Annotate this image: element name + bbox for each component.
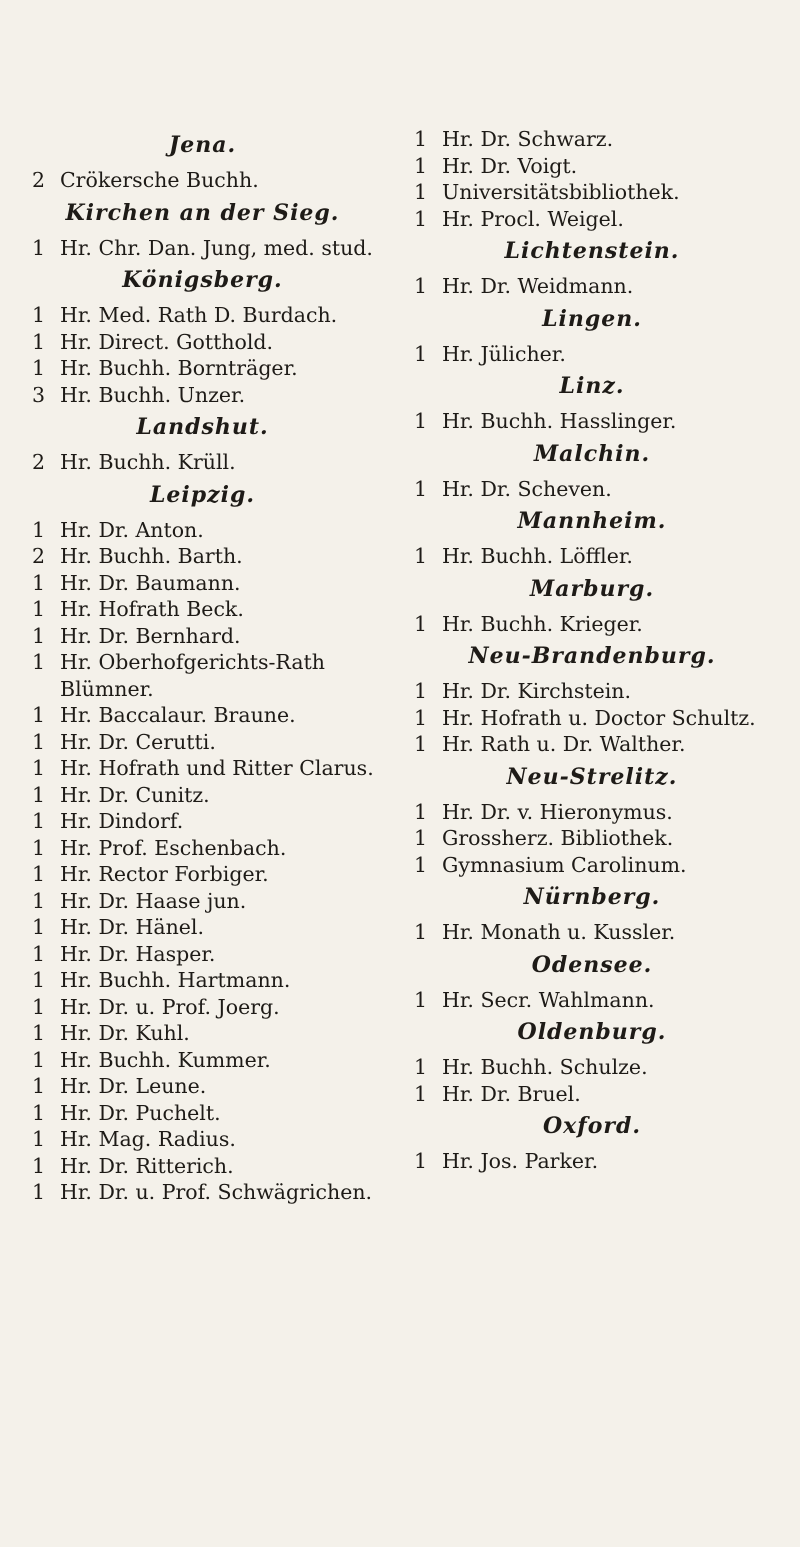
subscriber-name: Hr. Buchh. Löffler. [442, 544, 633, 568]
subscriber-entry [412, 273, 772, 300]
subscriber-name: Crökersche Buchh. [60, 168, 259, 192]
copy-count: 1 [414, 274, 428, 298]
subscriber-entry [30, 167, 375, 194]
place-heading-oldenburg: Oldenburg. [517, 1019, 667, 1045]
copy-count: 1 [32, 1047, 46, 1072]
copy-count: 1 [32, 888, 46, 913]
subscriber-name: Hr. Dr. Bernhard. [60, 623, 241, 648]
subscriber-name: Hr. Secr. Wahlmann. [442, 987, 655, 1012]
subscriber-entry [30, 1100, 375, 1127]
copy-count: 1 [32, 994, 46, 1019]
subscriber-entry [412, 678, 772, 705]
subscriber-name: Hr. Buchh. Unzer. [60, 382, 246, 407]
copy-count: 1 [32, 235, 46, 260]
place-heading-oxford: Oxford. [542, 1113, 642, 1139]
subscriber-name: Hr. Jülicher. [442, 341, 566, 366]
subscriber-name: Hr. Dr. Hänel. [60, 915, 204, 939]
subscriber-entry [412, 408, 772, 435]
subscriber-entry [30, 623, 375, 650]
subscriber-name: Hr. Dr. Schwarz. [442, 127, 614, 151]
subscriber-entry [412, 476, 772, 503]
subscriber-entry [412, 126, 772, 153]
copy-count: 1 [32, 835, 46, 860]
copy-count: 1 [32, 650, 46, 674]
place-heading-leipzig: Leipzig. [149, 481, 256, 508]
subscriber-entry [30, 914, 375, 941]
subscriber-entry [30, 570, 375, 597]
subscriber-entry [30, 967, 375, 994]
copy-count: 2 [32, 450, 46, 474]
right-column [412, 126, 772, 1175]
subscriber-entry [412, 543, 772, 570]
place-heading-lingen: Lingen. [542, 305, 642, 332]
place-heading-landshut: Landshut. [136, 414, 269, 440]
copy-count: 1 [32, 1021, 46, 1045]
subscriber-name: Hr. Hofrath u. Doctor Schultz. [442, 705, 756, 730]
copy-count: 1 [32, 597, 46, 621]
copy-count: 1 [414, 341, 428, 366]
place-heading-linz: Linz. [559, 373, 625, 399]
subscriber-entry [30, 543, 375, 570]
place-heading-kirchen-an-der-sieg: Kirchen an der Sieg. [65, 199, 340, 226]
copy-count: 1 [414, 826, 428, 850]
subscriber-name: Hr. Dr. Leune. [60, 1074, 207, 1098]
copy-count: 2 [32, 168, 46, 192]
subscriber-entry [30, 994, 375, 1021]
copy-count: 1 [32, 1127, 46, 1151]
subscriber-entry [412, 799, 772, 826]
copy-count: 1 [32, 329, 46, 354]
subscriber-entry [412, 731, 772, 758]
subscriber-name: Hr. Buchh. Krieger. [442, 611, 643, 636]
subscriber-entry [412, 206, 772, 233]
copy-count: 1 [32, 703, 46, 727]
subscriber-entry [30, 808, 375, 835]
subscriber-name: Universitätsbibliothek. [442, 180, 680, 204]
copy-count: 1 [32, 756, 46, 780]
subscriber-name: Hr. Dr. Baumann. [60, 570, 241, 595]
copy-count: 1 [32, 356, 46, 380]
subscriber-name: Hr. Chr. Dan. Jung, med. stud. [60, 235, 373, 260]
subscriber-name: Hr. Monath u. Kussler. [442, 920, 676, 944]
subscriber-entry [30, 1047, 375, 1074]
subscriber-name: Hr. Dr. Puchelt. [60, 1100, 221, 1125]
subscriber-entry [30, 329, 375, 356]
subscriber-name: Hr. Direct. Gotthold. [60, 329, 274, 354]
copy-count: 1 [32, 915, 46, 939]
copy-count: 1 [32, 809, 46, 833]
subscriber-entry [412, 1054, 772, 1081]
copy-count: 1 [32, 570, 46, 595]
subscriber-name: Hr. Buchh. Hartmann. [60, 968, 291, 992]
subscriber-name: Hr. Dindorf. [60, 809, 184, 833]
subscriber-entry [30, 702, 375, 729]
subscriber-entry [30, 755, 375, 782]
subscriber-name: Hr. Dr. Ritterich. [60, 1153, 234, 1178]
subscriber-entry [412, 705, 772, 732]
subscriber-name: Hr. Dr. Kuhl. [60, 1021, 190, 1045]
subscriber-name: Hr. Buchh. Hasslinger. [442, 409, 677, 433]
copy-count: 1 [32, 729, 46, 754]
copy-count: 1 [414, 679, 428, 703]
subscriber-name: Hr. Dr. Hasper. [60, 941, 216, 966]
copy-count: 1 [32, 862, 46, 886]
subscriber-entry [30, 382, 375, 409]
subscriber-name: Hr. Rector Forbiger. [60, 862, 269, 886]
place-heading-malchin: Malchin. [533, 440, 651, 467]
copy-count: 1 [414, 611, 428, 636]
subscriber-entry [412, 341, 772, 368]
copy-count: 1 [414, 476, 428, 501]
subscriber-entry [412, 179, 772, 206]
subscriber-name: Hr. Dr. Cerutti. [60, 729, 216, 754]
subscriber-entry [30, 729, 375, 756]
copy-count: 1 [32, 941, 46, 966]
place-heading-konigsberg: Königsberg. [122, 267, 283, 293]
copy-count: 1 [414, 705, 428, 730]
subscriber-entry [30, 235, 375, 262]
subscriber-entry [412, 153, 772, 180]
subscriber-entry [412, 852, 772, 879]
place-heading-neu-brandenburg: Neu-Brandenburg. [468, 643, 716, 669]
subscriber-name: Hr. Jos. Parker. [442, 1149, 599, 1173]
subscriber-name: Hr. Med. Rath D. Burdach. [60, 303, 338, 327]
copy-count: 1 [32, 623, 46, 648]
subscriber-entry [30, 355, 375, 382]
copy-count: 1 [414, 1055, 428, 1079]
subscriber-name: Hr. Hofrath Beck. [60, 597, 244, 621]
subscriber-entry [30, 835, 375, 862]
copy-count: 1 [414, 409, 428, 433]
subscriber-name: Hr. Buchh. Bornträger. [60, 356, 298, 380]
copy-count: 1 [414, 852, 428, 877]
subscriber-name: Hr. Dr. Kirchstein. [442, 679, 631, 703]
subscriber-name: Hr. Dr. Bruel. [442, 1081, 581, 1106]
subscriber-entry [412, 825, 772, 852]
subscriber-entry [30, 941, 375, 968]
left-column [30, 126, 375, 1206]
copy-count: 1 [414, 153, 428, 178]
subscriber-entry [30, 861, 375, 888]
copy-count: 1 [414, 1081, 428, 1106]
subscriber-entry [30, 1126, 375, 1153]
copy-count: 2 [32, 544, 46, 568]
copy-count: 1 [32, 303, 46, 327]
copy-count: 1 [414, 1149, 428, 1173]
subscriber-name: Hr. Rath u. Dr. Walther. [442, 732, 686, 756]
subscriber-name: Hr. Dr. Haase jun. [60, 888, 247, 913]
copy-count: 1 [32, 1153, 46, 1178]
copy-count: 1 [414, 127, 428, 151]
subscriber-entry [412, 919, 772, 946]
subscriber-name: Hr. Dr. Scheven. [442, 476, 612, 501]
subscriber-entry [30, 1179, 375, 1206]
copy-count: 1 [32, 1074, 46, 1098]
copy-count: 1 [414, 180, 428, 204]
subscriber-entry [30, 1073, 375, 1100]
copy-count: 1 [32, 517, 46, 542]
subscriber-name: Hr. Oberhofgerichts-Rath Blümner. [60, 650, 325, 701]
subscriber-entry [412, 1081, 772, 1108]
copy-count: 1 [414, 920, 428, 944]
subscriber-entry [30, 449, 375, 476]
subscriber-name: Hr. Baccalaur. Braune. [60, 703, 296, 727]
subscriber-name: Hr. Dr. u. Prof. Schwägrichen. [60, 1180, 373, 1204]
subscriber-name: Hr. Dr. u. Prof. Joerg. [60, 994, 280, 1019]
copy-count: 1 [32, 782, 46, 807]
place-heading-neu-strelitz: Neu-Strelitz. [506, 763, 678, 790]
subscriber-name: Hr. Dr. Anton. [60, 517, 204, 542]
subscriber-name: Hr. Hofrath und Ritter Clarus. [60, 756, 374, 780]
copy-count: 1 [414, 987, 428, 1012]
subscriber-entry [30, 1020, 375, 1047]
copy-count: 1 [414, 799, 428, 824]
subscriber-name: Hr. Dr. Weidmann. [442, 274, 634, 298]
subscriber-entry [30, 649, 375, 702]
subscriber-name: Gymnasium Carolinum. [442, 852, 687, 877]
subscriber-name: Hr. Buchh. Krüll. [60, 450, 236, 474]
copy-count: 1 [32, 968, 46, 992]
subscriber-name: Grossherz. Bibliothek. [442, 826, 674, 850]
subscriber-entry [30, 1153, 375, 1180]
place-heading-marburg: Marburg. [529, 575, 655, 602]
copy-count: 1 [414, 732, 428, 756]
subscriber-name: Hr. Buchh. Schulze. [442, 1055, 648, 1079]
subscriber-name: Hr. Dr. Voigt. [442, 153, 578, 178]
subscriber-name: Hr. Dr. Cunitz. [60, 782, 210, 807]
copy-count: 1 [32, 1180, 46, 1204]
copy-count: 1 [32, 1100, 46, 1125]
subscriber-name: Hr. Prof. Eschenbach. [60, 835, 287, 860]
subscriber-entry [30, 596, 375, 623]
subscriber-entry [30, 888, 375, 915]
subscriber-entry [412, 1148, 772, 1175]
place-heading-mannheim: Mannheim. [517, 508, 667, 534]
place-heading-lichtenstein: Lichtenstein. [504, 238, 680, 264]
place-heading-jena: Jena. [168, 132, 237, 158]
subscriber-name: Hr. Procl. Weigel. [442, 206, 624, 231]
copy-count: 1 [414, 544, 428, 568]
copy-count: 1 [414, 206, 428, 231]
subscriber-name: Hr. Dr. v. Hieronymus. [442, 799, 673, 824]
subscriber-entry [30, 782, 375, 809]
subscriber-entry [30, 517, 375, 544]
subscriber-entry [30, 302, 375, 329]
subscriber-entry [412, 987, 772, 1014]
subscriber-name: Hr. Buchh. Kummer. [60, 1047, 271, 1072]
place-heading-nurnberg: Nürnberg. [523, 884, 661, 910]
subscriber-name: Hr. Buchh. Barth. [60, 544, 243, 568]
copy-count: 3 [32, 382, 46, 407]
subscriber-name: Hr. Mag. Radius. [60, 1127, 236, 1151]
subscriber-entry [412, 611, 772, 638]
place-heading-odensee: Odensee. [531, 951, 653, 978]
